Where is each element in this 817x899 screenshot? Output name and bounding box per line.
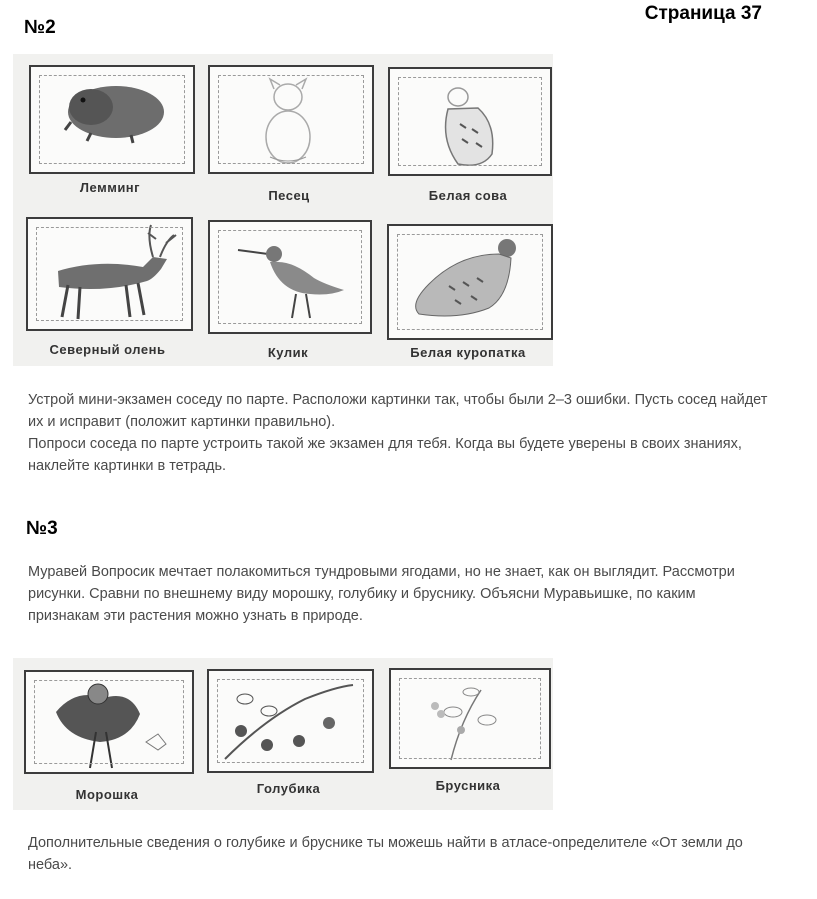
arctic-fox-picture (210, 67, 372, 172)
card-label: Белая куропатка (410, 345, 526, 360)
card-lingonberry (389, 668, 551, 769)
card-lemming (29, 65, 195, 174)
card-label: Белая сова (428, 188, 508, 203)
task-2-image-plate (13, 54, 553, 366)
card-arctic-fox (208, 65, 374, 174)
card-sandpiper (208, 220, 372, 334)
card-label: Кулик (267, 345, 309, 360)
task-3-footer-note (28, 832, 768, 876)
card-label: Морошка (75, 787, 139, 802)
lingonberry-picture (391, 670, 549, 767)
task-2-number: №2 (24, 17, 56, 38)
page-number: Страница 37 (644, 3, 762, 24)
card-label: Лемминг (79, 180, 141, 195)
bog-bilberry-picture (209, 671, 372, 771)
card-label: Брусника (435, 778, 501, 793)
card-ptarmigan (387, 224, 553, 340)
paragraph: Устрой мини-экзамен соседу по парте. Расположи картинки так, чтобы были 2–3 ошибки. Пусть сосед найдет их и исправит (положит картинки правильно). (28, 392, 768, 430)
sandpiper-picture (210, 222, 370, 332)
task-3-instructions (28, 561, 768, 627)
paragraph: Попроси соседа по парте устроить такой же экзамен для тебя. Когда вы будете уверены в своих знаниях, наклейте картинки в тетрадь. (28, 436, 742, 474)
paragraph: Дополнительные сведения о голубике и бруснике ты можешь найти в атласе-определителе «От земли до неба». (28, 835, 743, 873)
card-label: Голубика (256, 781, 321, 796)
paragraph: Муравей Вопросик мечтает полакомиться тундровыми ягодами, но не знает, как он выглядит. Рассмотри рисунки. Сравни по внешнему виду морошку, голубику и бруснику. Объясни Муравьишке, по каким признакам эти растения можно узнать в природе. (28, 564, 735, 624)
card-reindeer (26, 217, 193, 331)
task-3-image-plate (13, 658, 553, 810)
card-label: Песец (268, 188, 310, 203)
card-label: Северный олень (49, 342, 166, 357)
task-3-number: №3 (26, 518, 58, 539)
lemming-picture (31, 67, 193, 172)
cloudberry-picture (26, 672, 192, 772)
task-2-instructions (28, 389, 768, 477)
card-cloudberry (24, 670, 194, 774)
reindeer-picture (28, 219, 191, 329)
card-snowy-owl (388, 67, 552, 176)
snowy-owl-picture (390, 69, 550, 174)
card-bog-bilberry (207, 669, 374, 773)
ptarmigan-picture (389, 226, 551, 338)
